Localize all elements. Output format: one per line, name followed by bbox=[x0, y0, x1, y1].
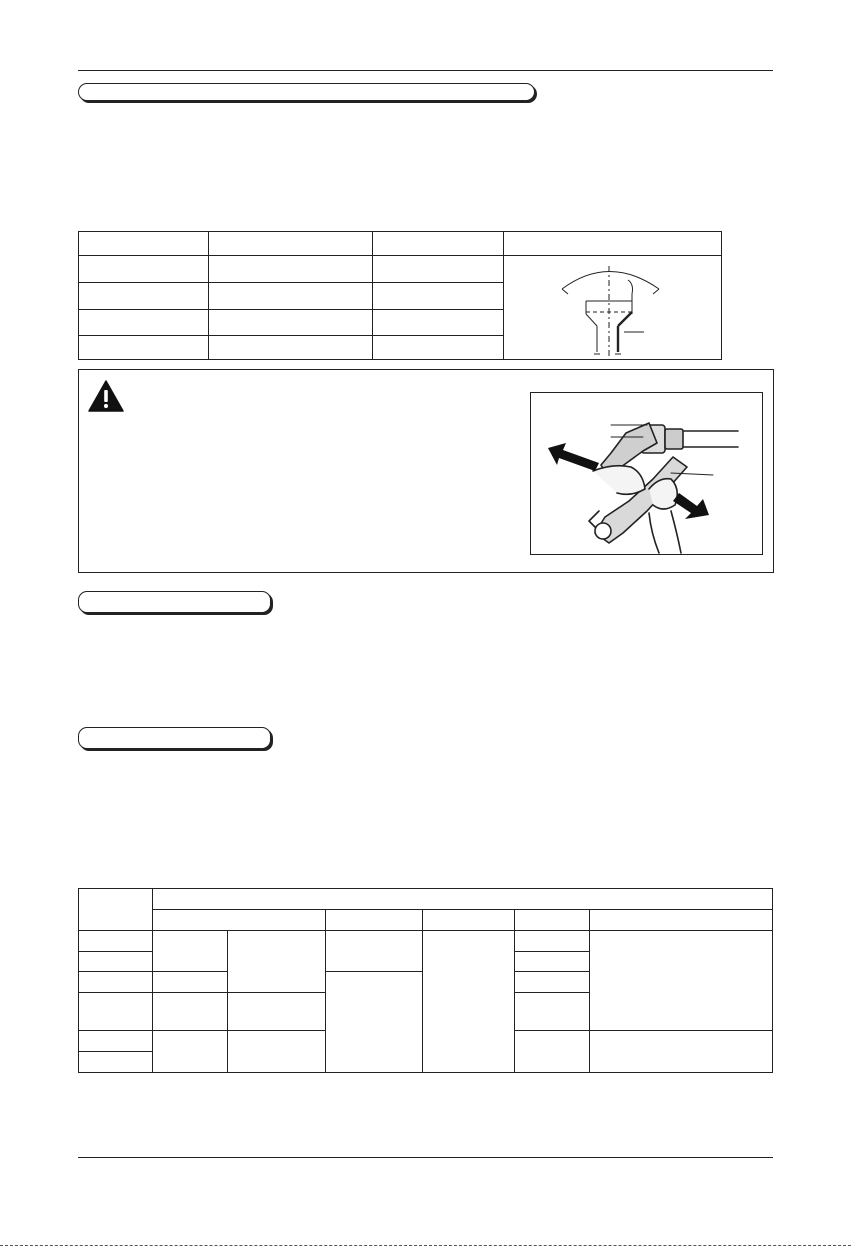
warning-triangle-icon bbox=[88, 380, 124, 412]
table-cell bbox=[79, 283, 209, 310]
table-cell bbox=[209, 256, 373, 283]
spec-cell bbox=[228, 931, 326, 993]
table-cell bbox=[79, 310, 209, 336]
table-cell bbox=[373, 256, 504, 283]
spec-cell bbox=[326, 972, 423, 1073]
spec-row-label bbox=[79, 931, 153, 952]
table-cell bbox=[373, 310, 504, 336]
page-bottom-edge bbox=[0, 1245, 851, 1246]
flare-dimension-table bbox=[78, 231, 722, 360]
spec-table-group-header bbox=[153, 889, 773, 910]
table-cell bbox=[79, 256, 209, 283]
spec-cell bbox=[515, 972, 590, 993]
table-header-cell bbox=[373, 232, 504, 256]
section-header-flare bbox=[78, 83, 535, 101]
spec-cell bbox=[515, 993, 590, 1031]
section-header-3 bbox=[78, 727, 271, 749]
spec-row-label bbox=[79, 972, 153, 993]
table-cell bbox=[209, 310, 373, 336]
spec-cell bbox=[590, 1031, 773, 1073]
header-rule bbox=[78, 70, 773, 71]
flare-diagram-cell bbox=[504, 256, 722, 360]
table-cell bbox=[373, 336, 504, 360]
spec-cell bbox=[326, 931, 423, 972]
spec-table-subheader bbox=[515, 910, 590, 931]
warning-box bbox=[78, 369, 774, 573]
spec-cell bbox=[515, 931, 590, 952]
two-wrench-tightening-illustration bbox=[531, 393, 762, 554]
table-header-cell bbox=[504, 232, 722, 256]
spec-cell bbox=[590, 931, 773, 1031]
spec-table-subheader bbox=[590, 910, 773, 931]
flare-cross-section-diagram bbox=[504, 256, 720, 359]
spec-table-subheader bbox=[153, 910, 326, 931]
table-cell bbox=[209, 336, 373, 360]
spec-cell bbox=[153, 993, 228, 1031]
table-cell bbox=[79, 336, 209, 360]
spec-table-corner bbox=[79, 889, 153, 931]
spec-row-label bbox=[79, 1052, 153, 1073]
spec-cell bbox=[153, 972, 228, 993]
spec-cell bbox=[228, 1031, 326, 1073]
spec-cell bbox=[423, 931, 515, 1073]
spec-row-label bbox=[79, 952, 153, 972]
wrench-figure-frame bbox=[530, 392, 763, 555]
table-header-cell bbox=[209, 232, 373, 256]
table-cell bbox=[373, 283, 504, 310]
spec-cell bbox=[515, 952, 590, 972]
spec-table-subheader bbox=[326, 910, 423, 931]
spec-cell bbox=[515, 1031, 590, 1073]
spec-cell bbox=[153, 1031, 228, 1073]
spec-row-label bbox=[79, 993, 153, 1031]
footer-rule bbox=[78, 1157, 773, 1158]
table-cell bbox=[209, 283, 373, 310]
spec-table-subheader bbox=[423, 910, 515, 931]
spec-cell bbox=[153, 931, 228, 972]
spec-row-label bbox=[79, 1031, 153, 1052]
spec-cell bbox=[228, 993, 326, 1031]
table-header-cell bbox=[79, 232, 209, 256]
section-header-2 bbox=[78, 591, 271, 613]
spec-table bbox=[78, 888, 773, 1073]
